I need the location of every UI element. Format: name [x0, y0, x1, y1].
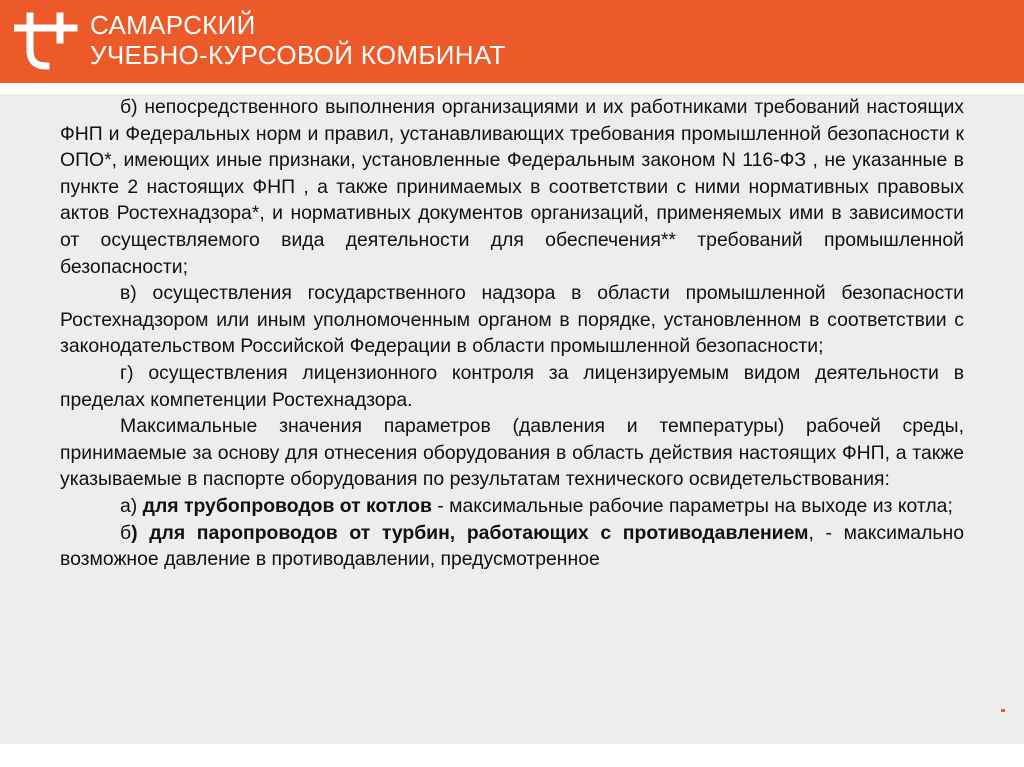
paragraph-a [60, 493, 964, 520]
brand-line-1: САМАРСКИЙ [90, 10, 256, 40]
decorative-dot [1001, 709, 1005, 712]
paragraph-a-prefix: а) [120, 494, 143, 517]
paragraph-b2 [60, 520, 964, 573]
paragraph-max-parameters: Максимальные значения параметров (давления и температуры) рабочей среды, принимаемые за основу для отнесения оборудования в область действия настоящих ФНП, а также указываемые в паспорте оборудования по результатам технического освидетельствования: [60, 415, 964, 491]
paragraph-a-bold: для трубопроводов от котлов [142, 494, 432, 517]
brand-name [90, 10, 506, 70]
header-bar [0, 0, 1024, 83]
paragraph-b2-prefix: б [120, 521, 132, 544]
brand-line-2: УЧЕБНО-КУРСОВОЙ КОМБИНАТ [90, 40, 506, 70]
paragraph-b-intro: б) непосредственного выполнения организациями и их работниками требований настоящих ФНП и Федеральных норм и правил, устанавливающих требования промышленной безопасности к ОПО*, имеющих иные признаки, установленные Федеральным законом N 116-ФЗ , не указанные в пункте 2 настоящих ФНП , а также принимаемых в соответствии с ними нормативных правовых актов Ростехнадзора*, и нормативных документов организаций, применяемых ими в зависимости от осуществляемого вида деятельности для обеспечения** требований промышленной безопасности; [60, 96, 964, 278]
paragraph-b2-bold: ) для паропроводов от турбин, работающих с противодавлением [131, 521, 809, 544]
paragraph-v: в) осуществления государственного надзора в области промышленной безопасности Ростехнадзором или иным уполномоченным органом в порядке, установленном в соответствии с законодательством Российской Федерации в области промышленной безопасности; [60, 282, 964, 358]
paragraph-a-rest: - максимальные рабочие параметры на выходе из котла; [431, 494, 953, 517]
content-panel [0, 94, 1024, 744]
paragraph-b2-rest: , - максимально возможное давление в противодавлении, предусмотренное [60, 521, 964, 571]
paragraph-g: г) осуществления лицензионного контроля за лицензируемым видом деятельности в пределах компетенции Ростехнадзора. [60, 361, 964, 411]
tt-logo-icon [14, 10, 78, 74]
document-text [60, 94, 964, 573]
